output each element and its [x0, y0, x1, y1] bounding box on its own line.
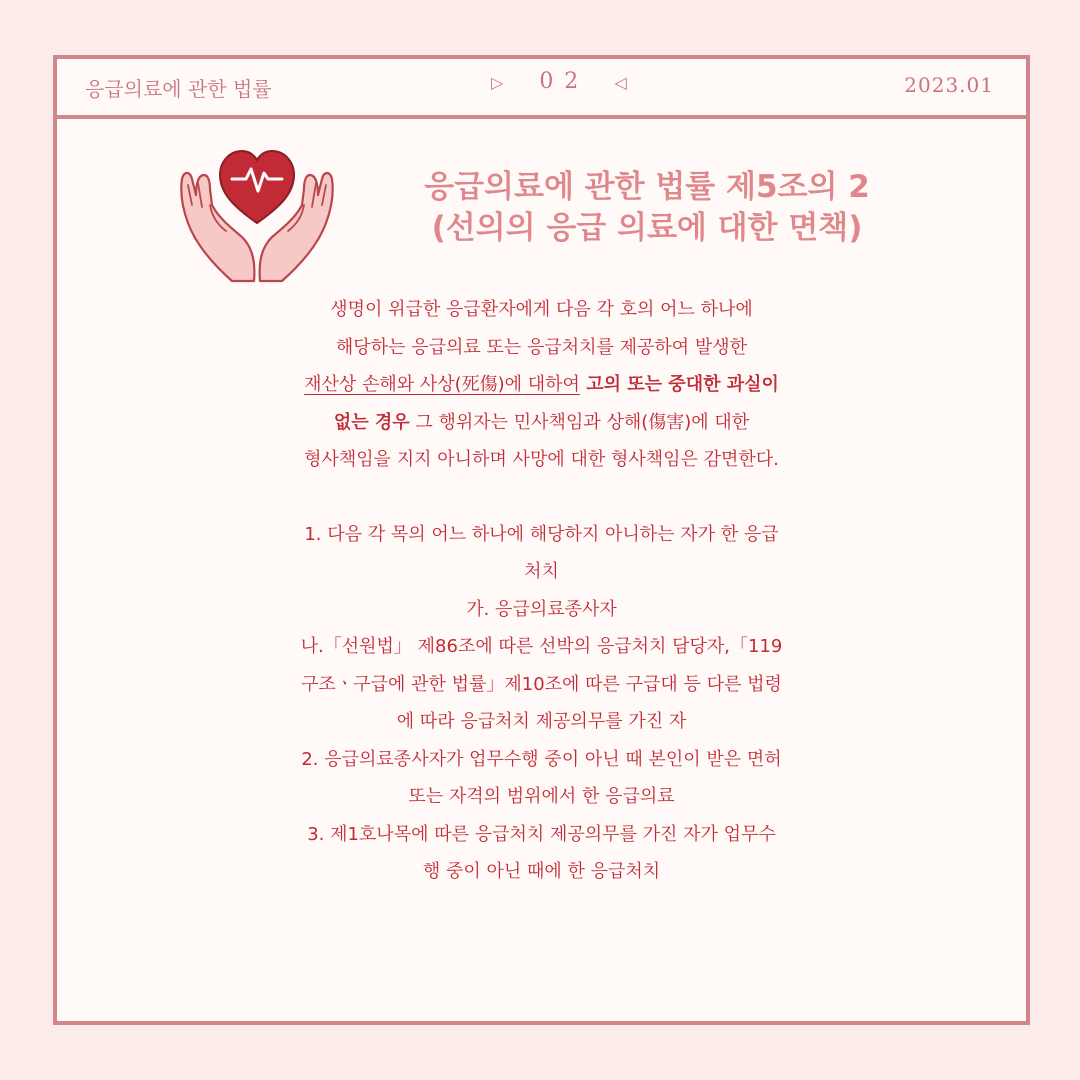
header-title: 응급의료에 관한 법률	[85, 77, 272, 101]
list-item: 에 따라 응급처치 제공의무를 가진 자	[396, 711, 687, 732]
section-title	[367, 167, 927, 249]
right-triangle-icon: ▷	[491, 73, 506, 92]
list-item: 가. 응급의료종사자	[466, 598, 617, 620]
heart-in-hands-icon	[174, 145, 340, 285]
list-item: 처치	[524, 561, 559, 582]
title-line-1: 응급의료에 관한 법률 제5조의 2	[424, 169, 870, 205]
list-item: 행 중이 아닌 때에 한 응급처치	[422, 861, 661, 882]
left-triangle-icon: ◁	[614, 73, 629, 92]
list-item: 또는 자격의 범위에서 한 응급의료	[408, 786, 675, 807]
list-item: 1. 다음 각 목의 어느 하나에 해당하지 아니하는 자가 한 응급	[304, 523, 779, 545]
page-indicator	[457, 69, 663, 94]
bold-text: 없는 경우	[333, 411, 410, 433]
law-text	[57, 291, 1026, 891]
bold-text: 고의 또는 중대한 과실이	[579, 374, 779, 395]
body-line	[57, 404, 1026, 442]
body-line: 생명이 위급한 응급환자에게 다음 각 호의 어느 하나에	[330, 299, 753, 320]
body-line: 형사책임을 지지 아니하며 사망에 대한 형사책임은 감면한다.	[304, 449, 779, 470]
body-line	[57, 366, 1026, 404]
list-item: 구조ㆍ구급에 관한 법률」제10조에 따른 구급대 등 다른 법령	[301, 673, 782, 695]
content-card	[53, 55, 1030, 1025]
header-bar	[57, 59, 1026, 119]
list-item: 2. 응급의료종사자가 업무수행 중이 아닌 때 본인이 받은 면허	[301, 748, 782, 770]
title-line-2: (선의의 응급 의료에 대한 면책)	[431, 210, 863, 246]
body-text: 그 행위자는 민사책임과 상해(傷害)에 대한	[409, 411, 750, 433]
body-line: 해당하는 응급의료 또는 응급처치를 제공하여 발생한	[335, 336, 748, 358]
underlined-text: 재산상 손해와 사상(死傷)에 대하여	[304, 374, 580, 395]
list-item: 3. 제1호나목에 따른 응급처치 제공의무를 가진 자가 업무수	[307, 823, 776, 845]
header-date: 2023.01	[904, 73, 994, 97]
spacer	[57, 479, 1026, 516]
page-number: 0 2	[539, 69, 581, 94]
list-item: 나.「선원법」 제86조에 따른 선박의 응급처치 담당자,「119	[300, 636, 783, 657]
